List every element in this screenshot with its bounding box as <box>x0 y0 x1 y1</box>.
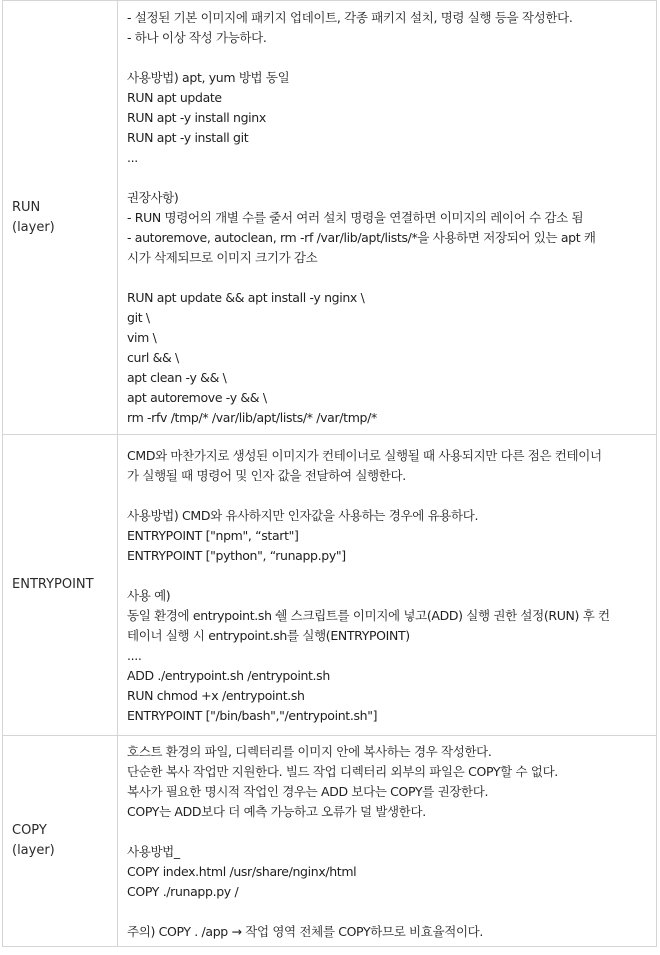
instruction-description-cell <box>118 435 657 736</box>
description-line: ... <box>127 150 138 165</box>
description-line: .... <box>127 647 142 663</box>
instruction-description-cell <box>118 736 657 947</box>
description-line: git \ <box>127 310 150 325</box>
blank-line <box>127 902 650 922</box>
blank-line <box>127 268 650 288</box>
description-line: 시가 삭제되므로 이미지 크기가 감소 <box>127 250 318 265</box>
instruction-name: RUN <box>12 199 41 215</box>
description-line: curl && \ <box>127 350 179 365</box>
description-line: apt clean -y && \ <box>127 370 227 385</box>
description-line: 단순한 복사 작업만 지원한다. 빌드 작업 디렉터리 외부의 파일은 COPY할 수 없다. <box>127 763 558 779</box>
dockerfile-instruction-table <box>2 0 657 947</box>
table-row <box>3 1 657 435</box>
description-line: apt autoremove -y && \ <box>127 390 267 405</box>
description-line: - autoremove, autoclean, rm -rf /var/lib/apt/lists/*을 사용하면 저장되어 있는 apt 캐 <box>127 230 596 245</box>
description-line: 복사가 필요한 명시적 작업인 경우는 ADD 보다는 COPY를 권장한다. <box>127 783 489 799</box>
instruction-name: ENTRYPOINT <box>12 577 94 592</box>
table-row <box>3 736 657 947</box>
instruction-name-cell <box>3 435 118 736</box>
description-line: COPY는 ADD보다 더 예측 가능하고 오류가 덜 발생한다. <box>127 803 426 819</box>
description-line: 권장사항) <box>127 190 179 205</box>
table-body <box>3 1 657 947</box>
instruction-name-cell <box>3 736 118 947</box>
description-line: ENTRYPOINT ["npm", “start"] <box>127 527 299 543</box>
description-line: ADD ./entrypoint.sh /entrypoint.sh <box>127 667 330 683</box>
description-line: 테이너 실행 시 entrypoint.sh를 실행(ENTRYPOINT) <box>127 627 410 643</box>
instruction-name-cell <box>3 1 118 435</box>
description-line: RUN apt update && apt install -y nginx \ <box>127 290 365 305</box>
description-line: 동일 환경에 entrypoint.sh 쉘 스크립트를 이미지에 넣고(ADD) 실행 권한 설정(RUN) 후 컨 <box>127 607 610 623</box>
instruction-tag: (layer) <box>12 219 55 235</box>
instruction-description-cell <box>118 1 657 435</box>
description-line: RUN apt -y install nginx <box>127 110 266 125</box>
description-line: 사용방법_ <box>127 843 180 859</box>
description-line: 사용방법) apt, yum 방법 동일 <box>127 70 290 85</box>
blank-line <box>127 566 650 586</box>
blank-line <box>127 486 650 506</box>
description-line: 호스트 환경의 파일, 디렉터리를 이미지 안에 복사하는 경우 작성한다. <box>127 743 492 759</box>
description-line: - 설정된 기본 이미지에 패키지 업데이트, 각종 패키지 설치, 명령 실행 등을 작성한다. <box>127 10 573 25</box>
description-line: RUN chmod +x /entrypoint.sh <box>127 687 305 703</box>
description-line: 주의) COPY . /app → 작업 영역 전체를 COPY하므로 비효율적이다. <box>127 923 484 939</box>
description-line: 가 실행될 때 명령어 및 인자 값을 전달하여 실행한다. <box>127 467 406 483</box>
instruction-tag: (layer) <box>12 843 55 858</box>
description-line: vim \ <box>127 330 157 345</box>
description-line: 사용 예) <box>127 587 171 603</box>
table-row <box>3 435 657 736</box>
blank-line <box>127 822 650 842</box>
description-line: rm -rfv /tmp/* /var/lib/apt/lists/* /var/tmp/* <box>127 410 377 425</box>
blank-line <box>127 168 650 188</box>
description-line: - 하나 이상 작성 가능하다. <box>127 30 267 45</box>
description-line: - RUN 명령어의 개별 수를 줄서 여러 설치 명령을 연결하면 이미지의 레이어 수 감소 됨 <box>127 210 584 225</box>
description-line: ENTRYPOINT ["/bin/bash","/entrypoint.sh"] <box>127 707 378 723</box>
description-line: RUN apt update <box>127 90 222 105</box>
description-line: CMD와 마찬가지로 생성된 이미지가 컨테이너로 실행될 때 사용되지만 다른 점은 컨테이너 <box>127 447 602 463</box>
description-line: 사용방법) CMD와 유사하지만 인자값을 사용하는 경우에 유용하다. <box>127 507 479 523</box>
description-line: COPY index.html /usr/share/nginx/html <box>127 863 357 879</box>
description-line: COPY ./runapp.py / <box>127 883 239 899</box>
instruction-name: COPY <box>12 823 47 838</box>
description-line: ENTRYPOINT ["python", “runapp.py"] <box>127 547 346 563</box>
blank-line <box>127 48 650 68</box>
description-line: RUN apt -y install git <box>127 130 249 145</box>
